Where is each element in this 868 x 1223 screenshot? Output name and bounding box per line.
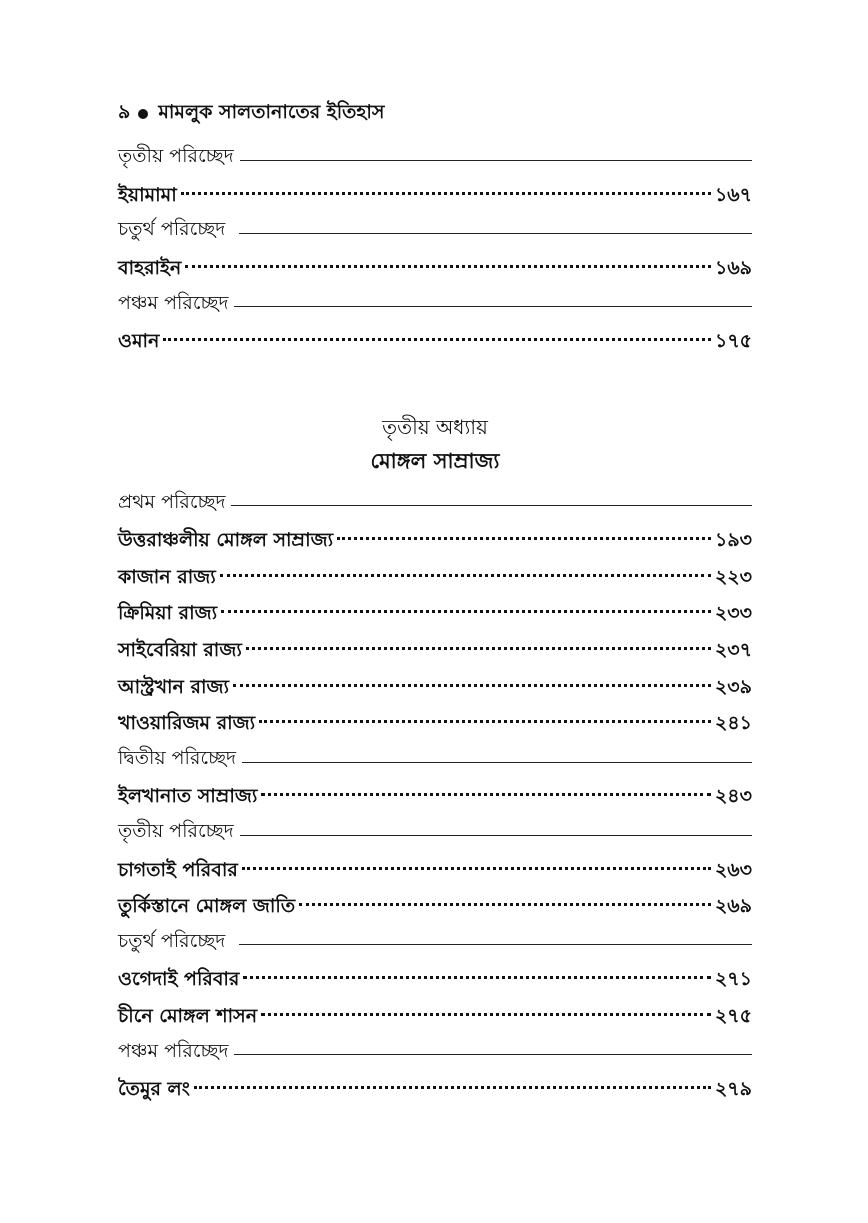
entry-page-number: ২৩৭ [714,638,752,661]
section-rule [240,835,752,836]
chapter-subtitle: মোঙ্গল সাম্রাজ্য [370,448,500,473]
section-heading [118,815,752,852]
entry-title: তৈমুর লং [118,1078,190,1101]
entry-title: তুর্কিস্তানে মোঙ্গল জাতি [118,895,296,918]
section-heading [118,286,752,323]
dot-leader [243,976,711,979]
entry-title: ক্রিমিয়া রাজ্য [118,602,218,625]
entry-page-number: ২৩৩ [714,602,752,625]
entry-page-number: ১৬৭ [714,183,752,206]
section-label: তৃতীয় পরিচ্ছেদ [118,820,234,843]
toc-entry[interactable] [118,961,752,998]
section-heading [118,1034,752,1071]
toc-entry[interactable] [118,323,752,360]
dot-leader [261,1013,711,1016]
entry-page-number: ২৭৯ [714,1078,752,1101]
section-label: প্রথম পরিচ্ছেদ [118,490,226,513]
toc-entry[interactable] [118,669,752,706]
entry-page-number: ২৪৩ [714,785,752,808]
dot-leader [337,537,711,540]
toc-entry[interactable] [118,778,752,815]
section-rule [231,505,752,506]
page-number: ৯ [118,101,131,123]
chapter-title: তৃতীয় অধ্যায় [382,414,488,439]
entry-title: ওগেদাই পরিবার [118,968,240,991]
section-rule [242,762,752,763]
entry-title: চাগতাই পরিবার [118,858,238,881]
dot-leader [233,684,711,687]
toc-entry[interactable] [118,595,752,632]
entry-title: উত্তরাঞ্চলীয় মোঙ্গল সাম্রাজ্য [118,529,334,552]
toc-entry[interactable] [118,632,752,669]
entry-page-number: ২৪১ [714,712,752,735]
dot-leader [246,647,711,650]
entry-title: ওমান [118,329,160,352]
entry-page-number: ২৭৫ [714,1004,752,1027]
toc-entry[interactable] [118,559,752,596]
entry-title: ইয়ামামা [118,183,177,206]
toc-entry[interactable] [118,888,752,925]
section-rule [234,306,752,307]
section-rule [239,233,752,234]
section-heading [118,486,752,523]
toc-entry[interactable] [118,705,752,742]
top-sections [118,140,752,360]
entry-title: কাজান রাজ্য [118,565,216,588]
dot-leader [163,338,711,341]
entry-page-number: ২৬৯ [714,895,752,918]
entry-title: চীনে মোঙ্গল শাসন [118,1004,258,1027]
dot-leader [261,793,711,796]
book-title: মামলুক সালতানাতের ইতিহাস [158,101,385,123]
dot-leader [220,574,711,577]
section-heading [118,925,752,962]
section-heading [118,140,752,177]
toc-entry[interactable] [118,177,752,214]
section-label: চতুর্থ পরিচ্ছেদ [118,929,226,952]
toc-entry[interactable] [118,250,752,287]
chapter-heading [118,410,752,478]
section-label: পঞ্চম পরিচ্ছেদ [118,291,229,314]
toc-entry[interactable] [118,998,752,1035]
section-heading [118,742,752,779]
entry-title: আস্ট্রখান রাজ্য [118,675,229,698]
section-heading [118,213,752,250]
entry-page-number: ২৬৩ [714,858,752,881]
entry-page-number: ১৭৫ [714,329,752,352]
chapter-sections [118,486,752,1108]
toc-entry[interactable] [118,522,752,559]
dot-leader [259,720,711,723]
toc-page [118,96,752,1108]
entry-title: খাওয়ারিজম রাজ্য [118,712,256,735]
section-label: পঞ্চম পরিচ্ছেদ [118,1039,229,1062]
entry-title: ইলখানাত সাম্রাজ্য [118,785,258,808]
entry-title: সাইবেরিয়া রাজ্য [118,638,242,661]
section-rule [240,160,752,161]
dot-leader [181,192,711,195]
bullet-icon [138,109,148,119]
dot-leader [221,610,711,613]
entry-page-number: ১৬৯ [714,256,752,279]
section-label: চতুর্থ পরিচ্ছেদ [118,218,226,241]
entry-title: বাহরাইন [118,256,182,279]
section-label: তৃতীয় পরিচ্ছেদ [118,145,234,168]
toc-entry[interactable] [118,1071,752,1108]
entry-page-number: ১৯৩ [714,529,752,552]
entry-page-number: ২২৩ [714,565,752,588]
entry-page-number: ২৩৯ [714,675,752,698]
entry-page-number: ২৭১ [714,968,752,991]
section-rule [239,944,752,945]
section-label: দ্বিতীয় পরিচ্ছেদ [118,747,237,770]
dot-leader [299,903,711,906]
dot-leader [194,1086,711,1089]
dot-leader [185,265,711,268]
dot-leader [242,867,711,870]
section-rule [234,1054,752,1055]
toc-entry[interactable] [118,852,752,889]
running-head [118,96,752,132]
